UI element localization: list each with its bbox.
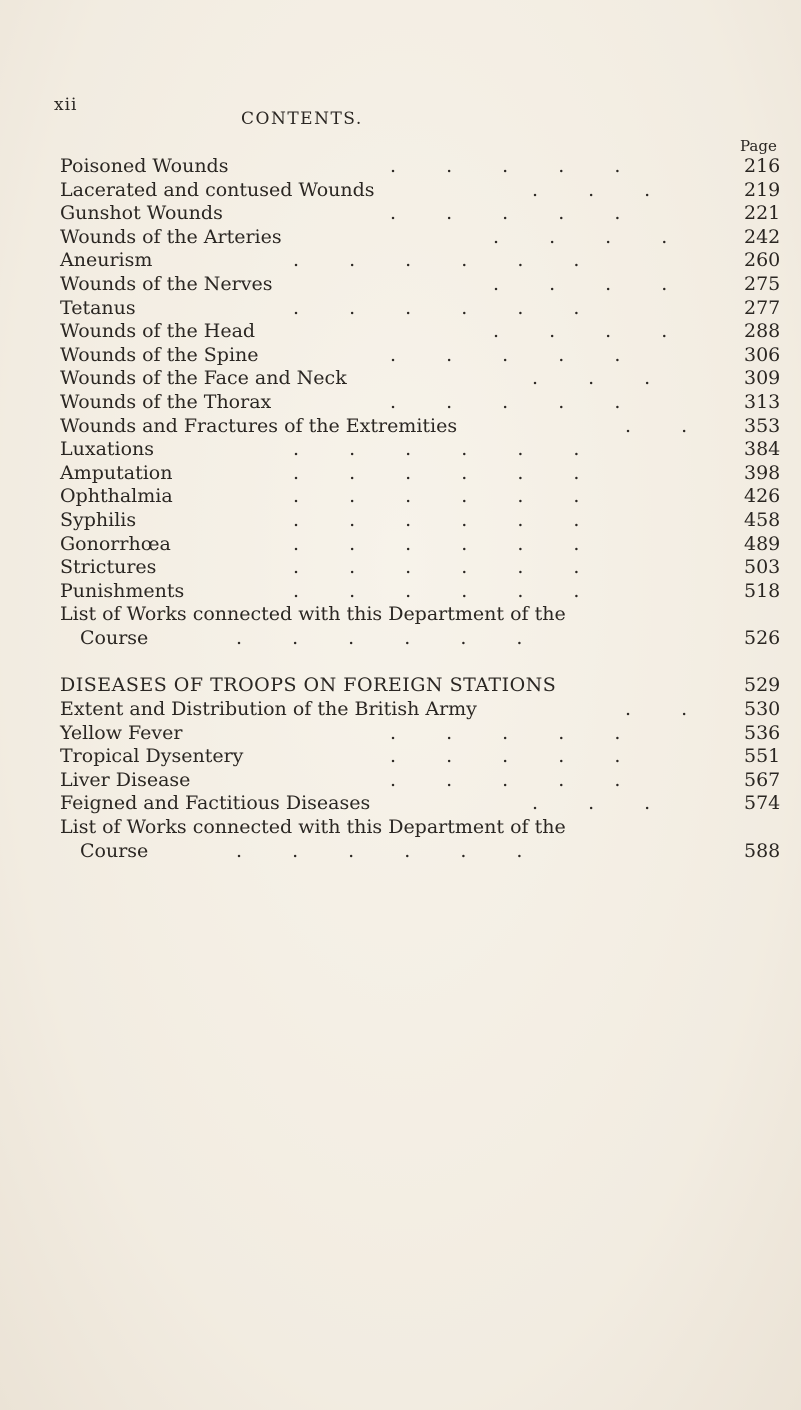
- toc-entry: [60, 698, 781, 722]
- toc-entry-title: Aneurism: [60, 249, 153, 272]
- toc-entry-leaders: . . . . .: [390, 155, 621, 177]
- toc-entry-title: List of Works connected with this Department of the: [60, 603, 566, 626]
- toc-entry: [60, 225, 781, 250]
- toc-entry: [60, 532, 781, 557]
- toc-entry-title: Strictures: [60, 556, 157, 579]
- toc-entry-page: 309: [744, 367, 781, 390]
- toc-entry-title: Lacerated and contused Wounds: [60, 178, 375, 201]
- toc-entry-leaders: . . . . . .: [293, 485, 580, 508]
- toc-entry-title: Ophthalmia: [60, 485, 173, 508]
- toc-entry-title: Punishments: [60, 579, 185, 602]
- toc-entry: [60, 414, 781, 439]
- toc-entry-leaders: . . .: [532, 792, 651, 815]
- toc-entry-title: Luxations: [60, 438, 155, 461]
- toc-entry-title: Wounds and Fractures of the Extremities: [60, 414, 458, 437]
- toc-entry-page: 277: [744, 296, 781, 319]
- section-heading-title: DISEASES OF TROOPS ON FOREIGN STATIONS: [60, 674, 557, 697]
- toc-entry-page: 306: [744, 343, 781, 366]
- toc-entry-page: 588: [744, 839, 781, 862]
- toc-entry-title: List of Works connected with this Department of the: [60, 816, 566, 839]
- toc-entry-leaders: . . . .: [493, 272, 668, 295]
- toc-entry-page: 551: [744, 745, 781, 768]
- toc-entry-page: 384: [744, 438, 781, 461]
- toc-entry-title: Yellow Fever: [60, 721, 183, 744]
- toc-entry: [60, 556, 781, 580]
- toc-entry-page: 288: [744, 320, 781, 343]
- toc-entry-page: 221: [744, 202, 781, 225]
- toc-entry-page: 398: [744, 461, 781, 484]
- toc-entry-leaders: . . . . .: [390, 745, 621, 768]
- toc-entry-title: Wounds of the Arteries: [60, 225, 282, 248]
- toc-entry-page: 530: [744, 698, 781, 721]
- toc-entry: [60, 155, 781, 179]
- toc-entry-leaders: . . . . . .: [236, 839, 523, 862]
- toc-entry: [60, 320, 781, 344]
- toc-entry-leaders: . . . .: [493, 320, 668, 343]
- toc-entry: [60, 390, 781, 415]
- running-head: CONTENTS.: [241, 109, 363, 129]
- toc-entry: [60, 202, 781, 226]
- section-heading: [60, 674, 781, 698]
- toc-entry-title: Course: [80, 839, 149, 862]
- toc-entry-page: 313: [744, 390, 781, 413]
- toc-entry-page: 216: [744, 155, 781, 177]
- section-heading-page: 529: [744, 674, 781, 697]
- toc-entry-title: Poisoned Wounds: [60, 155, 229, 177]
- section-spacer: [60, 650, 770, 674]
- toc-entry-works-list-2: [60, 816, 770, 840]
- toc-entry-leaders: . . . . . .: [293, 249, 580, 272]
- toc-entry-title: Gonorrhœa: [60, 532, 171, 555]
- toc-entry: [60, 485, 781, 509]
- toc-entry: [60, 343, 781, 368]
- toc-entry: [60, 178, 781, 203]
- toc-group-foreign-stations: [60, 698, 781, 816]
- toc-entry-title: Extent and Distribution of the British Army: [60, 698, 477, 721]
- toc-entry: [60, 438, 781, 462]
- toc-entry-leaders: . . . . .: [390, 202, 621, 225]
- toc-entry-title: Course: [80, 626, 149, 649]
- toc-entry: [60, 721, 781, 746]
- toc-entry-page: 260: [744, 249, 781, 272]
- toc-entry-page: 219: [744, 178, 781, 201]
- toc-entry-leaders: . . . . .: [390, 768, 621, 791]
- toc-entry-leaders: . . . . . .: [293, 508, 580, 531]
- toc-entry-leaders: . . . . . .: [293, 556, 580, 579]
- toc-entry-page: 458: [744, 508, 781, 531]
- toc-entry-page: 574: [744, 792, 781, 815]
- toc-entry: [60, 768, 781, 793]
- toc-entry: [60, 272, 781, 297]
- toc-entry-leaders: . . . . . .: [293, 438, 580, 461]
- toc-entry-leaders: . . . . .: [390, 343, 621, 366]
- toc-entry: [60, 296, 781, 321]
- toc-entry: [60, 461, 781, 486]
- toc-entry-leaders: . .: [625, 698, 688, 721]
- toc-entry-leaders: . . .: [532, 367, 651, 390]
- toc-entry-page: 426: [744, 485, 781, 508]
- toc-entry-page: 242: [744, 225, 781, 248]
- toc-entry-leaders: . . . . . .: [293, 579, 580, 602]
- table-of-contents: [60, 155, 781, 863]
- toc-entry-title: Syphilis: [60, 508, 137, 531]
- toc-entry-title: Tetanus: [60, 296, 136, 319]
- toc-entry-title: Tropical Dysentery: [60, 745, 244, 768]
- toc-entry-page: 275: [744, 272, 781, 295]
- toc-entry-title: Wounds of the Head: [60, 320, 256, 343]
- toc-entry-title: Feigned and Factitious Diseases: [60, 792, 371, 815]
- toc-entry: [60, 249, 781, 273]
- toc-entry-title: Wounds of the Face and Neck: [60, 367, 347, 390]
- toc-group-surgery: [60, 155, 781, 603]
- toc-entry-title: Liver Disease: [60, 768, 191, 791]
- toc-entry-leaders: . . . .: [493, 225, 668, 248]
- toc-entry-leaders: . . . . . .: [293, 532, 580, 555]
- toc-entry-leaders: . . . . .: [390, 721, 621, 744]
- toc-entry-leaders: . . . . .: [390, 390, 621, 413]
- toc-entry-title: Wounds of the Spine: [60, 343, 259, 366]
- toc-entry-page: 526: [744, 626, 781, 649]
- toc-entry-leaders: . . . . . .: [293, 296, 580, 319]
- toc-entry-title: Wounds of the Nerves: [60, 272, 273, 295]
- toc-entry-works-list-1: [60, 603, 770, 627]
- toc-entry: [60, 745, 781, 769]
- toc-entry: [60, 508, 781, 533]
- toc-entry-title: Wounds of the Thorax: [60, 390, 272, 413]
- toc-entry-page: 353: [744, 414, 781, 437]
- toc-entry-leaders: . . . . . .: [236, 626, 523, 649]
- toc-entry-page: 503: [744, 556, 781, 579]
- toc-entry-leaders: . . .: [532, 178, 651, 201]
- toc-entry: [60, 367, 781, 391]
- toc-entry: [60, 792, 781, 816]
- page-number: xii: [54, 95, 78, 115]
- toc-entry-leaders: . . . . . .: [293, 461, 580, 484]
- toc-entry: [60, 579, 781, 604]
- toc-entry-leaders: . .: [625, 414, 688, 437]
- page-column-label: Page: [740, 137, 777, 155]
- toc-entry-title: Amputation: [60, 461, 173, 484]
- toc-entry-page: 489: [744, 532, 781, 555]
- toc-entry-works-list-1-cont: [60, 626, 781, 651]
- toc-entry-title: Gunshot Wounds: [60, 202, 223, 225]
- toc-entry-page: 567: [744, 768, 781, 791]
- toc-entry-page: 518: [744, 579, 781, 602]
- toc-entry-works-list-2-cont: [60, 839, 781, 864]
- toc-entry-page: 536: [744, 721, 781, 744]
